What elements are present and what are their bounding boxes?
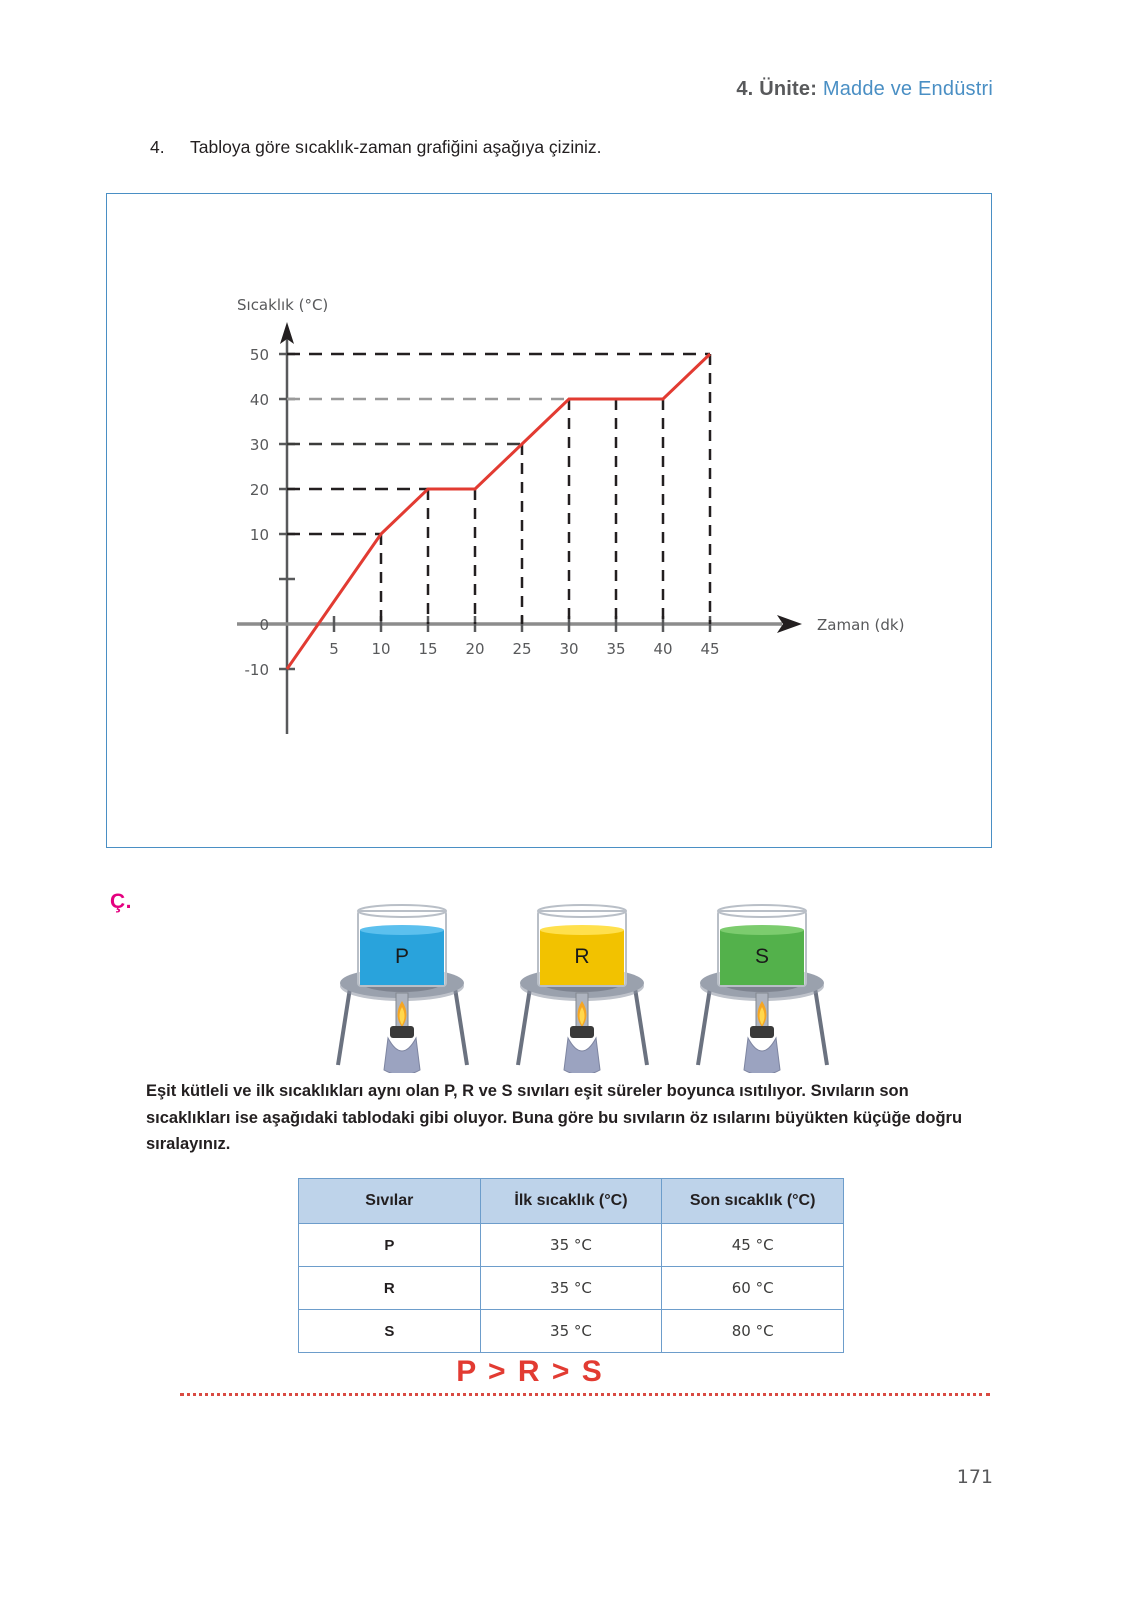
section-c-paragraph: Eşit kütleli ve ilk sıcaklıkları aynı olan P, R ve S sıvıları eşit süreler boyunca ısıtılıyor. Sıvıların son sıcaklıkları ise aşağıdaki tablodaki gibi oluyor. Buna göre bu sıvıların öz ısılarını büyükten küçüğe doğru sıralayınız. [146,1082,963,1154]
x-tick-15: 15 [418,640,438,658]
page-header [0,78,993,101]
beaker-label-p: P [394,945,410,968]
beaker-setup-p [330,893,475,1073]
cell-liquid: R [299,1267,481,1310]
header-final: Son sıcaklık (°C) [662,1179,844,1224]
horizontal-guides [287,354,710,534]
x-tick-35: 35 [606,640,626,658]
y-axis-title: Sıcaklık (°C) [237,296,329,314]
temperature-curve [287,354,710,669]
beaker-label-s: S [754,945,770,968]
apparatus-row [330,893,830,1073]
x-tick-5: 5 [329,640,339,658]
beaker-burner-svg-s [690,893,835,1073]
bunsen-burner-icon [744,993,780,1073]
question-text: Tabloya göre sıcaklık-zaman grafiğini aşağıya çiziniz. [190,137,602,157]
table-row [299,1224,844,1267]
table-row [299,1267,844,1310]
x-axis-title: Zaman (dk) [817,616,905,634]
question-number: 4. [150,137,165,157]
cell-liquid: P [299,1224,481,1267]
page-number: 171 [956,1466,993,1488]
beaker-p-icon [358,905,446,986]
beaker-setup-s [690,893,835,1073]
unit-title: Madde ve Endüstri [822,78,993,100]
chart-svg [217,294,937,754]
y-tick-0: 0 [259,616,269,634]
graph-answer-box[interactable] [106,193,992,848]
beaker-burner-svg-r [510,893,655,1073]
x-tick-20: 20 [465,640,485,658]
beaker-s-icon [718,905,806,986]
beaker-label-r: R [574,945,590,968]
beaker-setup-r [510,893,655,1073]
table-header-row [299,1179,844,1224]
x-tick-40: 40 [653,640,673,658]
x-tick-45: 45 [700,640,720,658]
header-initial: İlk sıcaklık (°C) [480,1179,662,1224]
cell-final: 45 °C [662,1224,844,1267]
x-tick-10: 10 [371,640,391,658]
y-tick-50: 50 [249,346,269,364]
liquids-table [298,1178,844,1353]
section-c-label: Ç. [110,890,132,913]
bunsen-burner-icon [564,993,600,1073]
temperature-time-chart [217,294,937,754]
y-tick-10: 10 [249,526,269,544]
bunsen-burner-icon [384,993,420,1073]
x-tick-25: 25 [512,640,532,658]
cell-initial: 35 °C [480,1310,662,1353]
header-liquids: Sıvılar [299,1179,481,1224]
question-4 [150,137,850,158]
y-tick-40: 40 [249,391,269,409]
cell-final: 60 °C [662,1267,844,1310]
cell-initial: 35 °C [480,1267,662,1310]
beaker-burner-svg-p [330,893,475,1073]
x-tick-30: 30 [559,640,579,658]
answer-text: P > R > S [456,1355,604,1388]
beaker-r-icon [538,905,626,986]
cell-final: 80 °C [662,1310,844,1353]
cell-liquid: S [299,1310,481,1353]
y-tick-20: 20 [249,481,269,499]
cell-initial: 35 °C [480,1224,662,1267]
y-tick-30: 30 [249,436,269,454]
table-row [299,1310,844,1353]
unit-number: 4. Ünite: [736,78,818,100]
y-tick-minus10: -10 [244,661,269,679]
answer-dotted-line [180,1393,990,1396]
